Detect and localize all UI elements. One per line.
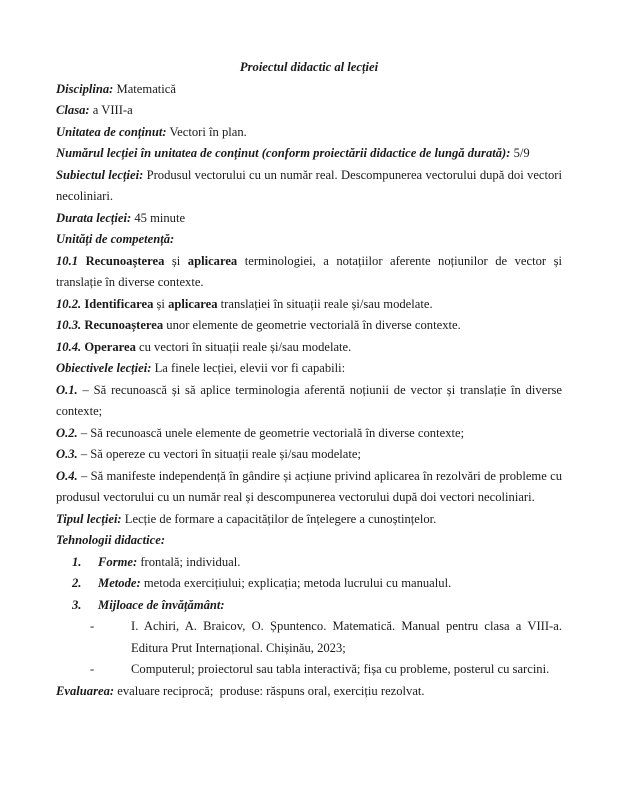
subiectul-value: Produsul vectorului cu un număr real. Descompunerea vectorului după doi vectori necoliniari. bbox=[56, 167, 562, 203]
document-title: Proiectul didactic al lecției bbox=[239, 60, 379, 74]
mijloace-item bbox=[56, 616, 562, 659]
competenta-number: 10.4. bbox=[56, 339, 82, 354]
evaluarea-value: evaluare reciprocă; produse: răspuns oral, exercițiu rezolvat. bbox=[114, 683, 425, 698]
obiectivele-label: Obiectivele lecției: bbox=[56, 361, 152, 375]
clasa-value: a VIII-a bbox=[89, 103, 133, 117]
durata-line bbox=[56, 208, 562, 230]
competenta-verb: aplicarea bbox=[168, 296, 218, 311]
tehnologie-item bbox=[56, 573, 562, 595]
numarul-value: 5/9 bbox=[510, 146, 530, 160]
tehnologie-item bbox=[56, 595, 562, 617]
dash-bullet: - bbox=[90, 662, 95, 676]
competenta-item bbox=[56, 294, 562, 316]
tehnologii-heading: Tehnologii didactice: bbox=[56, 533, 166, 547]
competenta-verb: aplicarea bbox=[187, 253, 238, 268]
numarul-line bbox=[56, 143, 562, 165]
tipul-line bbox=[56, 509, 562, 531]
evaluarea-label: Evaluarea: bbox=[56, 683, 115, 698]
text-span: cu vectori în situații reale și/sau modelate. bbox=[135, 339, 352, 354]
competenta-item bbox=[56, 337, 562, 359]
item-number: 2. bbox=[72, 576, 82, 590]
objective-item bbox=[56, 423, 562, 445]
objective-item bbox=[56, 466, 562, 509]
disciplina-label: Disciplina: bbox=[56, 81, 114, 96]
subiectul-line bbox=[56, 165, 562, 208]
objective-number: O.2. bbox=[56, 425, 78, 440]
durata-label: Durata lecției: bbox=[56, 210, 132, 225]
text-span: și bbox=[164, 253, 188, 268]
clasa-label: Clasa: bbox=[56, 103, 90, 117]
evaluarea-line bbox=[56, 681, 562, 703]
competenta-item bbox=[56, 315, 562, 337]
text-span bbox=[78, 254, 86, 268]
objective-text: – Să manifeste independență în gândire și acțiune privind aplicarea în rezolvări de probleme cu produsul vectorului cu un număr real și descompunerea vectorului după doi vectori necoliniari. bbox=[56, 468, 562, 504]
text-span: și bbox=[153, 296, 169, 311]
unitatea-label: Unitatea de conținut: bbox=[56, 124, 167, 139]
competenta-verb: Identificarea bbox=[84, 296, 154, 311]
lesson-plan-document bbox=[56, 57, 562, 702]
text-span: terminologiei, a notațiilor aferente noțiunilor de vector și translație în diverse contexte. bbox=[56, 253, 563, 289]
objective-item bbox=[56, 444, 562, 466]
disciplina-value: Matematică bbox=[113, 81, 176, 96]
objective-number: O.3. bbox=[56, 447, 78, 461]
unitatea-line bbox=[56, 122, 562, 144]
competenta-verb: Recunoașterea bbox=[84, 318, 164, 332]
mijloace-text: Computerul; proiectorul sau tabla interactivă; fișa cu probleme, posterul cu sarcini. bbox=[131, 662, 550, 676]
tipul-value: Lecție de formare a capacităților de înțelegere a cunoștințelor. bbox=[121, 511, 437, 526]
obiectivele-value: La finele lecției, elevii vor fi capabili: bbox=[151, 361, 346, 375]
dash-bullet: - bbox=[90, 619, 95, 633]
competenta-verb: Recunoașterea bbox=[85, 253, 165, 268]
disciplina-line bbox=[56, 79, 562, 101]
item-value: metoda exercițiului; explicația; metoda lucrului cu manualul. bbox=[140, 576, 452, 590]
numarul-label: Numărul lecției în unitatea de conținut (conform proiectării didactice de lungă durată): bbox=[56, 146, 511, 160]
unitati-heading: Unități de competență: bbox=[56, 232, 175, 246]
durata-value: 45 minute bbox=[131, 210, 186, 225]
mijloace-item bbox=[56, 659, 562, 681]
item-label: Metode: bbox=[98, 576, 141, 590]
mijloace-text: I. Achiri, A. Braicov, O. Șpuntenco. Matematică. Manual pentru clasa a VIII-a. Editura Prut Internațional. Chișinău, 2023; bbox=[131, 619, 562, 655]
competenta-verb: Operarea bbox=[84, 339, 136, 354]
text-span: translației în situații reale și/sau modelate. bbox=[217, 296, 433, 311]
item-number: 3. bbox=[72, 597, 82, 612]
item-label: Mijloace de învățământ: bbox=[98, 597, 225, 612]
obiectivele-line bbox=[56, 358, 562, 380]
unitatea-value: Vectori în plan. bbox=[166, 124, 247, 139]
item-number: 1. bbox=[72, 554, 82, 569]
text-span: unor elemente de geometrie vectorială în diverse contexte. bbox=[163, 318, 461, 332]
objective-text: – Să recunoască unele elemente de geometrie vectorială în diverse contexte; bbox=[77, 425, 465, 440]
competenta-number: 10.3. bbox=[56, 318, 82, 332]
objective-text: – Să opereze cu vectori în situații reale și/sau modelate; bbox=[77, 447, 361, 461]
objective-item bbox=[56, 380, 562, 423]
objective-number: O.4. bbox=[56, 468, 78, 483]
objective-text: – Să recunoască și să aplice terminologia aferentă noțiunii de vector și translație în diverse contexte; bbox=[56, 382, 562, 418]
clasa-line bbox=[56, 100, 562, 122]
competenta-item bbox=[56, 251, 562, 294]
item-value: frontală; individual. bbox=[137, 554, 241, 569]
objective-number: O.1. bbox=[56, 382, 78, 397]
competenta-number: 10.2. bbox=[56, 296, 82, 311]
tipul-label: Tipul lecției: bbox=[56, 511, 122, 526]
competenta-number: 10.1 bbox=[56, 253, 79, 268]
subiectul-label: Subiectul lecției: bbox=[56, 167, 144, 182]
tehnologie-item bbox=[56, 552, 562, 574]
item-label: Forme: bbox=[98, 554, 138, 569]
